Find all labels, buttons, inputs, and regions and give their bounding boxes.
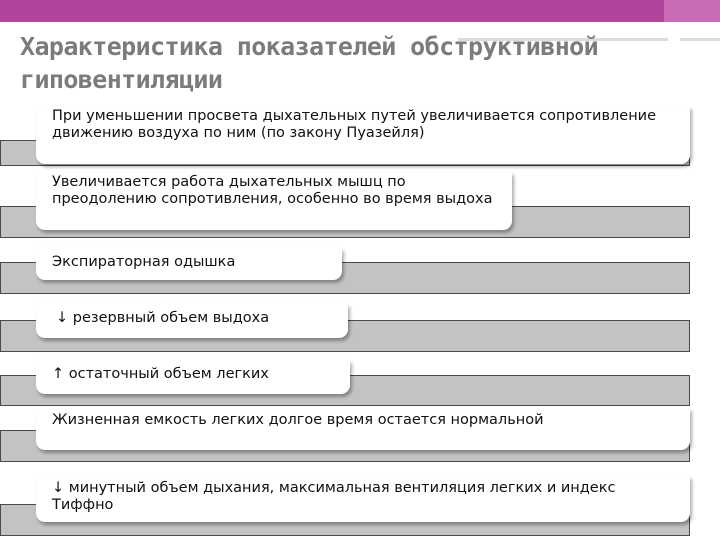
- top-accent-block: [664, 0, 720, 22]
- list-item-text: При уменьшении просвета дыхательных путей увеличивается сопротивление движению воздуха по ним (по закону Пуазейля): [36, 106, 690, 164]
- list-item-2: [0, 172, 690, 238]
- list-item-3: [0, 248, 690, 294]
- list-item-text: ↑ остаточный объем легких: [36, 360, 350, 394]
- list-item-7: [0, 476, 690, 536]
- slide-title: Характеристика показателей обструктивной гиповентиляции: [20, 32, 599, 94]
- list-item-text: Увеличивается работа дыхательных мышц по преодолению сопротивления, особенно во время выдоха: [36, 172, 512, 230]
- list-item-1: [0, 106, 690, 166]
- list-item-5: [0, 360, 690, 406]
- top-accent-bar: [0, 0, 720, 22]
- list-item-text: Жизненная емкость легких долгое время остается нормальной: [36, 408, 690, 450]
- list-item-6: [0, 408, 690, 462]
- list-item-4: [0, 304, 690, 352]
- list-item-text: ↓ минутный объем дыхания, максимальная вентиляция легких и индекс Тиффно: [36, 476, 690, 522]
- list-item-text: Экспираторная одышка: [36, 248, 342, 280]
- list-item-text: ↓ резервный объем выдоха: [36, 304, 348, 338]
